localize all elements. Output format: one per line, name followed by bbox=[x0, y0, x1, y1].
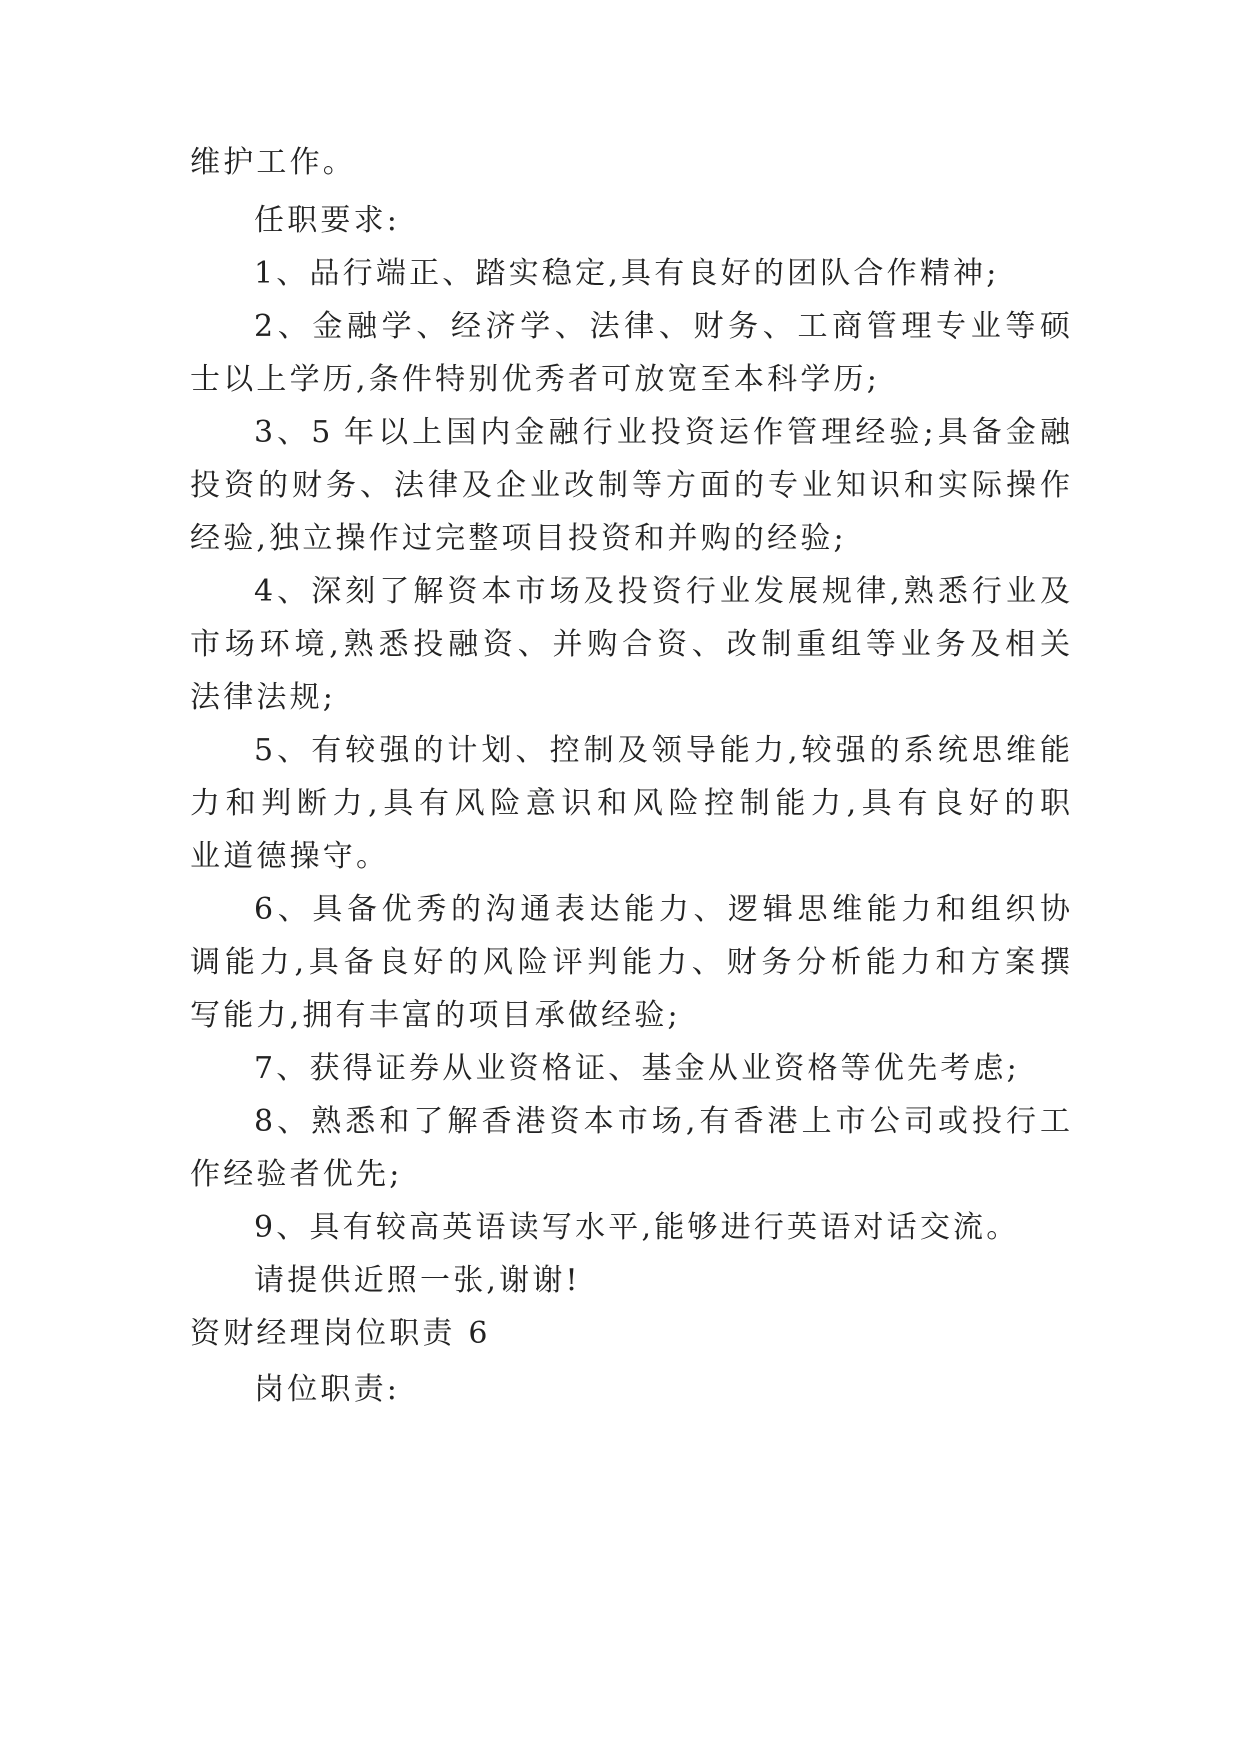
requirement-item-2-line-2: 士以上学历,条件特别优秀者可放宽至本科学历; bbox=[190, 362, 881, 397]
requirement-item-9: 9、具有较高英语读写水平,能够进行英语对话交流。 bbox=[254, 1210, 1020, 1245]
requirement-item-5-line-3: 业道德操守。 bbox=[190, 839, 390, 874]
requirement-item-8-line-1: 8、熟悉和了解香港资本市场,有香港上市公司或投行工 bbox=[254, 1104, 1070, 1139]
requirement-item-3-line-2: 投资的财务、法律及企业改制等方面的专业知识和实际操作 bbox=[190, 468, 1070, 503]
section-title: 资财经理岗位职责 6 bbox=[190, 1316, 491, 1351]
text-line-continuation: 维护工作。 bbox=[190, 145, 356, 180]
requirement-item-6-line-2: 调能力,具备良好的风险评判能力、财务分析能力和方案撰 bbox=[190, 945, 1070, 980]
photo-request-note: 请提供近照一张,谢谢! bbox=[254, 1263, 581, 1298]
requirement-item-3-line-3: 经验,独立操作过完整项目投资和并购的经验; bbox=[190, 521, 847, 556]
duties-heading: 岗位职责: bbox=[254, 1372, 401, 1407]
requirement-item-7: 7、获得证券从业资格证、基金从业资格等优先考虑; bbox=[254, 1051, 1020, 1086]
requirement-item-6-line-3: 写能力,拥有丰富的项目承做经验; bbox=[190, 998, 681, 1033]
requirement-item-5-line-2: 力和判断力,具有风险意识和风险控制能力,具有良好的职 bbox=[190, 786, 1070, 821]
requirement-item-5-line-1: 5、有较强的计划、控制及领导能力,较强的系统思维能 bbox=[254, 733, 1070, 768]
requirement-item-2-line-1: 2、金融学、经济学、法律、财务、工商管理专业等硕 bbox=[254, 309, 1070, 344]
requirement-item-1: 1、品行端正、踏实稳定,具有良好的团队合作精神; bbox=[254, 256, 1000, 291]
requirement-item-4-line-1: 4、深刻了解资本市场及投资行业发展规律,熟悉行业及 bbox=[254, 574, 1070, 609]
requirement-item-6-line-1: 6、具备优秀的沟通表达能力、逻辑思维能力和组织协 bbox=[254, 892, 1070, 927]
requirement-item-3-line-1: 3、5 年以上国内金融行业投资运作管理经验;具备金融 bbox=[254, 415, 1070, 450]
requirements-heading: 任职要求: bbox=[254, 203, 401, 238]
requirement-item-4-line-2: 市场环境,熟悉投融资、并购合资、改制重组等业务及相关 bbox=[190, 627, 1070, 662]
requirement-item-4-line-3: 法律法规; bbox=[190, 680, 337, 715]
requirement-item-8-line-2: 作经验者优先; bbox=[190, 1157, 403, 1192]
